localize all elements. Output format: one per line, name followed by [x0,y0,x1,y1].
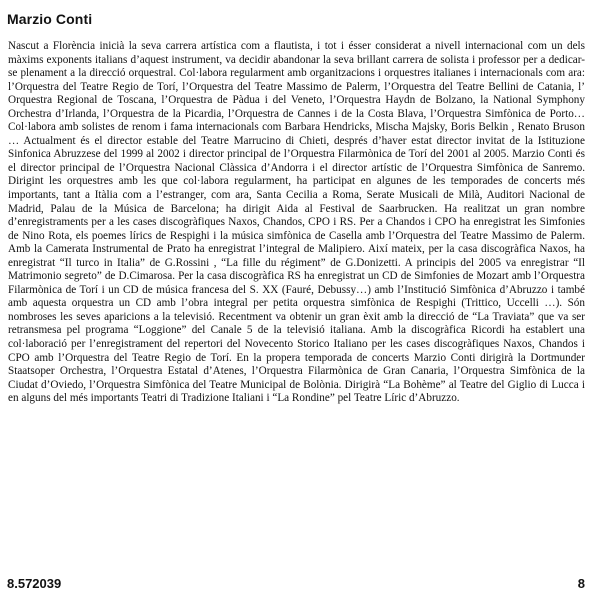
page-number: 8 [577,576,585,591]
biography-paragraph: Nascut a Florència inicià la seva carrera artística com a flautista, i tot i ésser considerat a nivell internacional com un dels màxims exponents italians d’aquest instrument, va decidir abandonar la seva brillant carrera de solista i professor per a dedicar-se plenament a la direcció orquestral. Col·labora regularment amb organitzacions i orquestres italianes i internacionals com ara: l’Orquestra del Teatre Regio de Torí, l’Orquestra del Teatre Massimo de Palerm, l’Orquestra del Teatre Bellini de Catania, l’ Orquestra Regional de Toscana, l’Orquestra de Pàdua i del Veneto, l’Orquestra Haydn de Bolzano, la National Symphony Orchestra d’Irlanda, l’Orquestra de la Picardia, l’Orquestra de Cannes i de la Costa Blava, l’Orquestra Simfònica de Porto… Col·labora amb solistes de renom i fama internacionals com Barbara Hendricks, Mischa Majsky, Boris Belkin , Renato Bruson … Actualment és el director estable del Teatre Marrucino di Chieti, després d’haver estat director invitat de la Istituzione Sinfonica Abruzzese del 1999 al 2002 i director principal de l’Orquestra Filarmònica de Torí del 2001 al 2005. Marzio Conti és el director principal de l’Orquestra Nacional Clàssica d’Andorra i el director artístic de l’Orquestra Simfònica de Sanremo. Dirigint les orquestres amb les que col·labora regularment, ha participat en algunes de les temporades de concerts més importants, tant a Itàlia com a l’estranger, com ara, Santa Cecilia a Roma, Serate Musicali de Milà, Auditori Nacional de Madrid, Palau de la Música de Barcelona; ha dirigit Aida al Festival de Saarbrucken. Ha realitzat un gran nombre d’enregistraments per a les cases discogràfiques Naxos, Chandos, CPO i RS. Per a Chandos i CPO ha enregistrat les Simfonies de Nino Rota, els poemes lírics de Respighi i la música simfònica de Casella amb l’Orquestra del Teatre Massimo de Palerm. Amb la Camerata Instrumental de Prato ha enregistrat l’integral de Malipiero. Així mateix, per la casa discogràfica Naxos, ha enregistrat “Il turco in Italia” de G.Rossini , “La fille du régiment” de G.Donizetti. A principis del 2005 va enregistrar “Il Matrimonio segreto” de D.Cimarosa. Per la casa discogràfica RS ha enregistrat un CD de Simfonies de Mozart amb l’Orquestra Filarmònica de Torí i un CD de música francesa del S. XX (Fauré, Debussy…) amb l’Institució Simfònica d’Abruzzo i també amb aquesta orquestra un CD amb l’obra integral per petita orquestra simfònica de Respighi (Trittico, Uccelli …). Són nombroses les seves aparicions a la televisió. Recentment va obtenir un gran èxit amb la direcció de “La Traviata” que va ser retransmesa pel programa “Loggione” del Canale 5 de la televisió italiana. Amb la discogràfica Ricordi ha establert una col·laboració per l’enregistrament del repertori del Novecento Storico Italiano per les cases discogràfiques Naxos, Chandos i CPO amb l’Orquestra del Teatre Regio de Torí. En la propera temporada de concerts Marzio Conti dirigirà la Dortmunder Staatsoper Orchestra, l’Orquestra Estatal d’Atenes, l’Orquestra Filarmònica de Gran Canaria, l’Orquestra Simfònica de la Ciudat d’Oviedo, l’Orquestra Simfònica del Teatre Municipal de Bolònia. Dirigirà “La Bohème” al Teatre del Giglio di Lucca i en alguns del més importants Teatri di Tradizione Italiani i “La Rondine” pel Teatre Líric d’Abruzzo. [8,40,585,405]
page-title: Marzio Conti [7,11,93,27]
catalogue-number: 8.572039 [7,576,62,591]
